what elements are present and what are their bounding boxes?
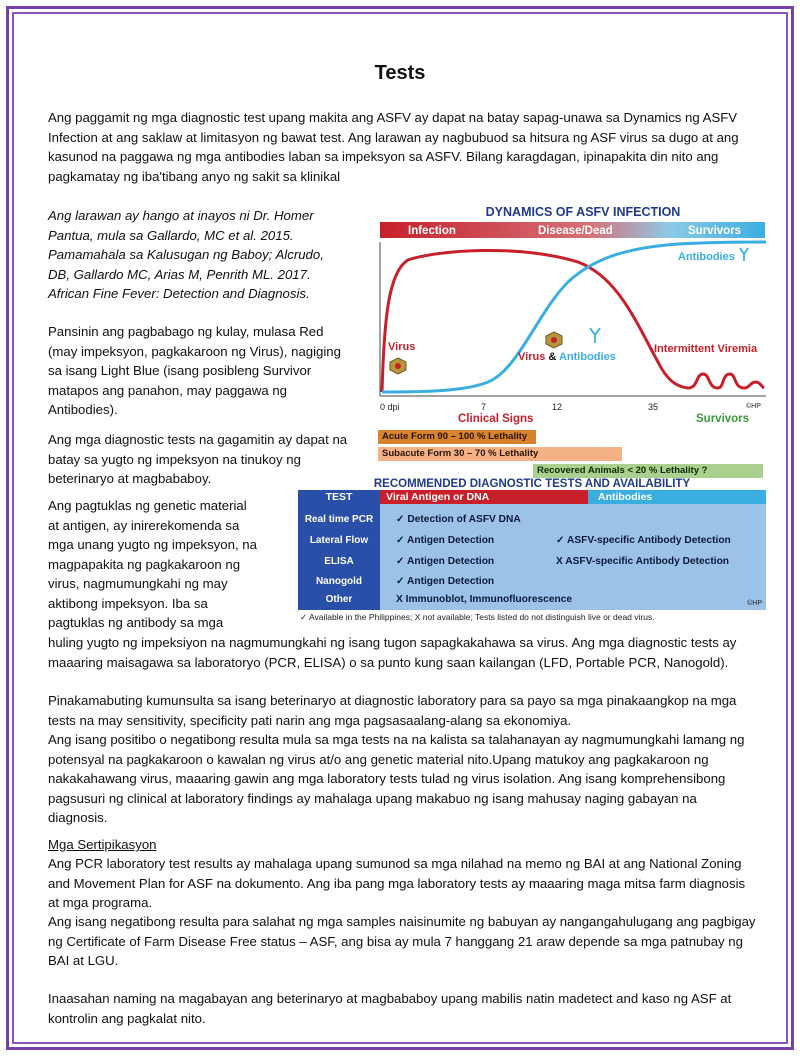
table-row-test: Other	[325, 594, 353, 605]
table-cell-viral: ✓ Detection of ASFV DNA	[396, 514, 521, 525]
genetic-line: mga unang yugto ng impeksyon, na	[48, 537, 257, 552]
tick-label: 12	[552, 402, 563, 412]
tests-stage-paragraph: Ang mga diagnostic tests na gagamitin ay dapat na batay sa yugto ng impeksyon na tinukoy ng beterinaryo at magbababoy.	[48, 432, 348, 486]
certification-heading: Mga Sertipikasyon	[48, 837, 157, 852]
antibody-icon	[590, 328, 600, 343]
table-row-test: ELISA	[324, 556, 354, 567]
positive-result-paragraph: Ang isang positibo o negatibong resulta mula sa mga tests na na kalista sa talahanayan ay nagmumungkahi lamang ng potensyal na pagkakaroon o kawalan ng virus at/o ang genetic material nito.Upang matukoy ang pagkakaroon ng nakakahawang virus, maaaring gawin ang mga laboratory tests tulad ng virus isolation. Ang isang komprehensibong pagsusuri ng clinical at laboratory findings ay mahalaga upang makabuo ng isang mahusay naging gabayan na diagnosis.	[48, 732, 745, 825]
page-title: Tests	[374, 62, 426, 84]
genetic-material-continued: huling yugto ng impeksiyon na nagmumungkahi ng isang tugon sapagkakahawa sa virus. Ang mga diagnostic tests ay maaaring maisagawa sa laboratoryo (PCR, ELISA) o sa punto kung saan kailangan (LFD, Portable PCR, Nanogold).	[48, 635, 737, 670]
phase-infection-label: Infection	[408, 225, 456, 237]
table-row-test: Lateral Flow	[309, 535, 369, 546]
genetic-line: at antigen, ay inirerekomenda sa	[48, 517, 240, 533]
table-row-test: Nanogold	[315, 576, 363, 587]
antibody-icon	[740, 248, 748, 261]
virus-and-antibodies-label: Virus & Antibodies	[518, 351, 616, 363]
closing-paragraph: Inaasahan naming na magabayan ang beterinaryo at magbababoy upang mabilis natin madetect and kaso ng ASF at kontrolin ang pagkalat nito.	[48, 991, 732, 1026]
color-note-paragraph: Pansinin ang pagbabago ng kulay, mulasa Red (may impeksyon, pagkakaroon ng Virus), nagiging sa isang Light Blue (isang posibleng Survivor matapos ang panahon, may paggawa ng Antibodies).	[48, 324, 341, 417]
table-title: RECOMMENDED DIAGNOSTIC TESTS AND AVAILABILITY	[373, 478, 691, 490]
virus-curve	[382, 250, 764, 392]
survivors-bottom-label: Survivors	[696, 413, 750, 425]
table-row-test: Real time PCR	[304, 514, 374, 525]
virus-icon	[390, 358, 406, 374]
intermittent-viremia-label: Intermittent Viremia	[654, 343, 758, 355]
table-footnote: ✓ Available in the Philippines; X not available; Tests listed do not distinguish live or dead virus.	[300, 612, 655, 622]
virus-label: Virus	[388, 341, 416, 353]
header-test: TEST	[298, 490, 380, 504]
tick-label: 7	[481, 402, 487, 412]
negative-result-paragraph: Ang isang negatibong resulta para salahat ng mga samples naisinumite ng babuyan ay nangangahulugang ang pagbigay ng Certificate of Farm Disease Free status – ASF, ang bisa ay mula 7 hanggang 21 araw depende sa mga patnubay ng BAI at LGU.	[48, 914, 756, 968]
tick-label: 0 dpi	[380, 402, 400, 412]
table-cell-antibody: ✓ ASFV-specific Antibody Detection	[556, 535, 731, 546]
recovered-animals-bar: Recovered Animals < 20 % Lethality ?	[533, 464, 763, 478]
phase-disease-label: Disease/Dead	[538, 225, 613, 237]
subacute-form-bar: Subacute Form 30 – 70 % Lethality	[378, 447, 622, 461]
consult-paragraph: Pinakamabuting kumunsulta sa isang beterinaryo at diagnostic laboratory para sa payo sa mga pinakaangkop na mga tests na may sensitivity, specificity pati narin ang mga pagsasaalang-alang sa ekonomiya.	[48, 693, 737, 728]
genetic-line: Ang pagtuklas ng genetic material	[48, 498, 247, 513]
header-viral-antigen: Viral Antigen or DNA	[380, 490, 588, 504]
test-column-bg	[298, 490, 380, 610]
phase-survivors-label: Survivors	[688, 225, 742, 237]
acute-form-bar: Acute Form 90 – 100 % Lethality	[378, 430, 536, 444]
asfv-dynamics-figure	[378, 202, 768, 478]
pcr-certification-paragraph: Ang PCR laboratory test results ay mahalaga upang sumunod sa mga nilahad na memo ng BAI at ang National Zoning and Movement Plan for ASF na dokumento. Ang iba pang mga laboratory tests ay maaaring maga mitsa farm diagnosis at mga programa.	[48, 856, 746, 910]
tick-label: 35	[648, 402, 659, 412]
table-cell-viral: ✓ Antigen Detection	[396, 576, 495, 587]
table-cell-antibody: X ASFV-specific Antibody Detection	[556, 556, 730, 567]
virus-icon	[546, 332, 562, 348]
diagnostic-tests-table	[298, 490, 766, 610]
genetic-line: magpapakita ng pagkakaroon ng	[48, 556, 241, 572]
table-cell-viral: ✓ Antigen Detection	[396, 556, 495, 567]
citation-paragraph: Ang larawan ay hango at inayos ni Dr. Homer Pantua, mula sa Gallardo, MC et al. 2015. Pamamahala sa Kalusugan ng Baboy; Alcrudo, DB, Gallardo MC, Arias M, Penrith ML. 2017. African Fine Fever: Detection and Diagnosis.	[48, 208, 324, 301]
table-cell-viral: ✓ Antigen Detection	[396, 535, 495, 546]
table-copyright: ©HP	[747, 600, 762, 607]
antibodies-label: Antibodies	[678, 251, 735, 263]
intro-paragraph: Ang paggamit ng mga diagnostic test upang makita ang ASFV ay dapat na batay sapag-unawa sa Dynamics ng ASFV Infection at ang saklaw at limitasyon ng bawat test. Ang larawan ay nagbubuod sa hitsura ng ASF virus sa dugo at ang kasunod na paggawa ng mga antibodies laban sa impeksyon sa ASFV. Bilang karagdagan, ipinapakita din nito ang pagkamatay ng iba'tibang anyo ng sakit sa klinikal	[48, 110, 739, 184]
clinical-signs-label: Clinical Signs	[458, 413, 534, 425]
figure-copyright: ©HP	[746, 403, 761, 410]
results-area-bg	[380, 490, 766, 610]
genetic-material-paragraph	[48, 496, 298, 633]
genetic-line: pagtuklas ng antibody sa mga	[48, 615, 224, 630]
header-antibodies: Antibodies	[588, 490, 766, 504]
table-cell-viral: X Immunoblot, Immunofluorescence	[396, 594, 573, 605]
figure-title: DYNAMICS OF ASFV INFECTION	[485, 205, 681, 219]
genetic-line: virus, nagmumungkahi ng may	[48, 576, 228, 591]
antibody-curve	[382, 242, 766, 392]
genetic-line: aktibong impeksyon. Iba sa	[48, 595, 208, 611]
